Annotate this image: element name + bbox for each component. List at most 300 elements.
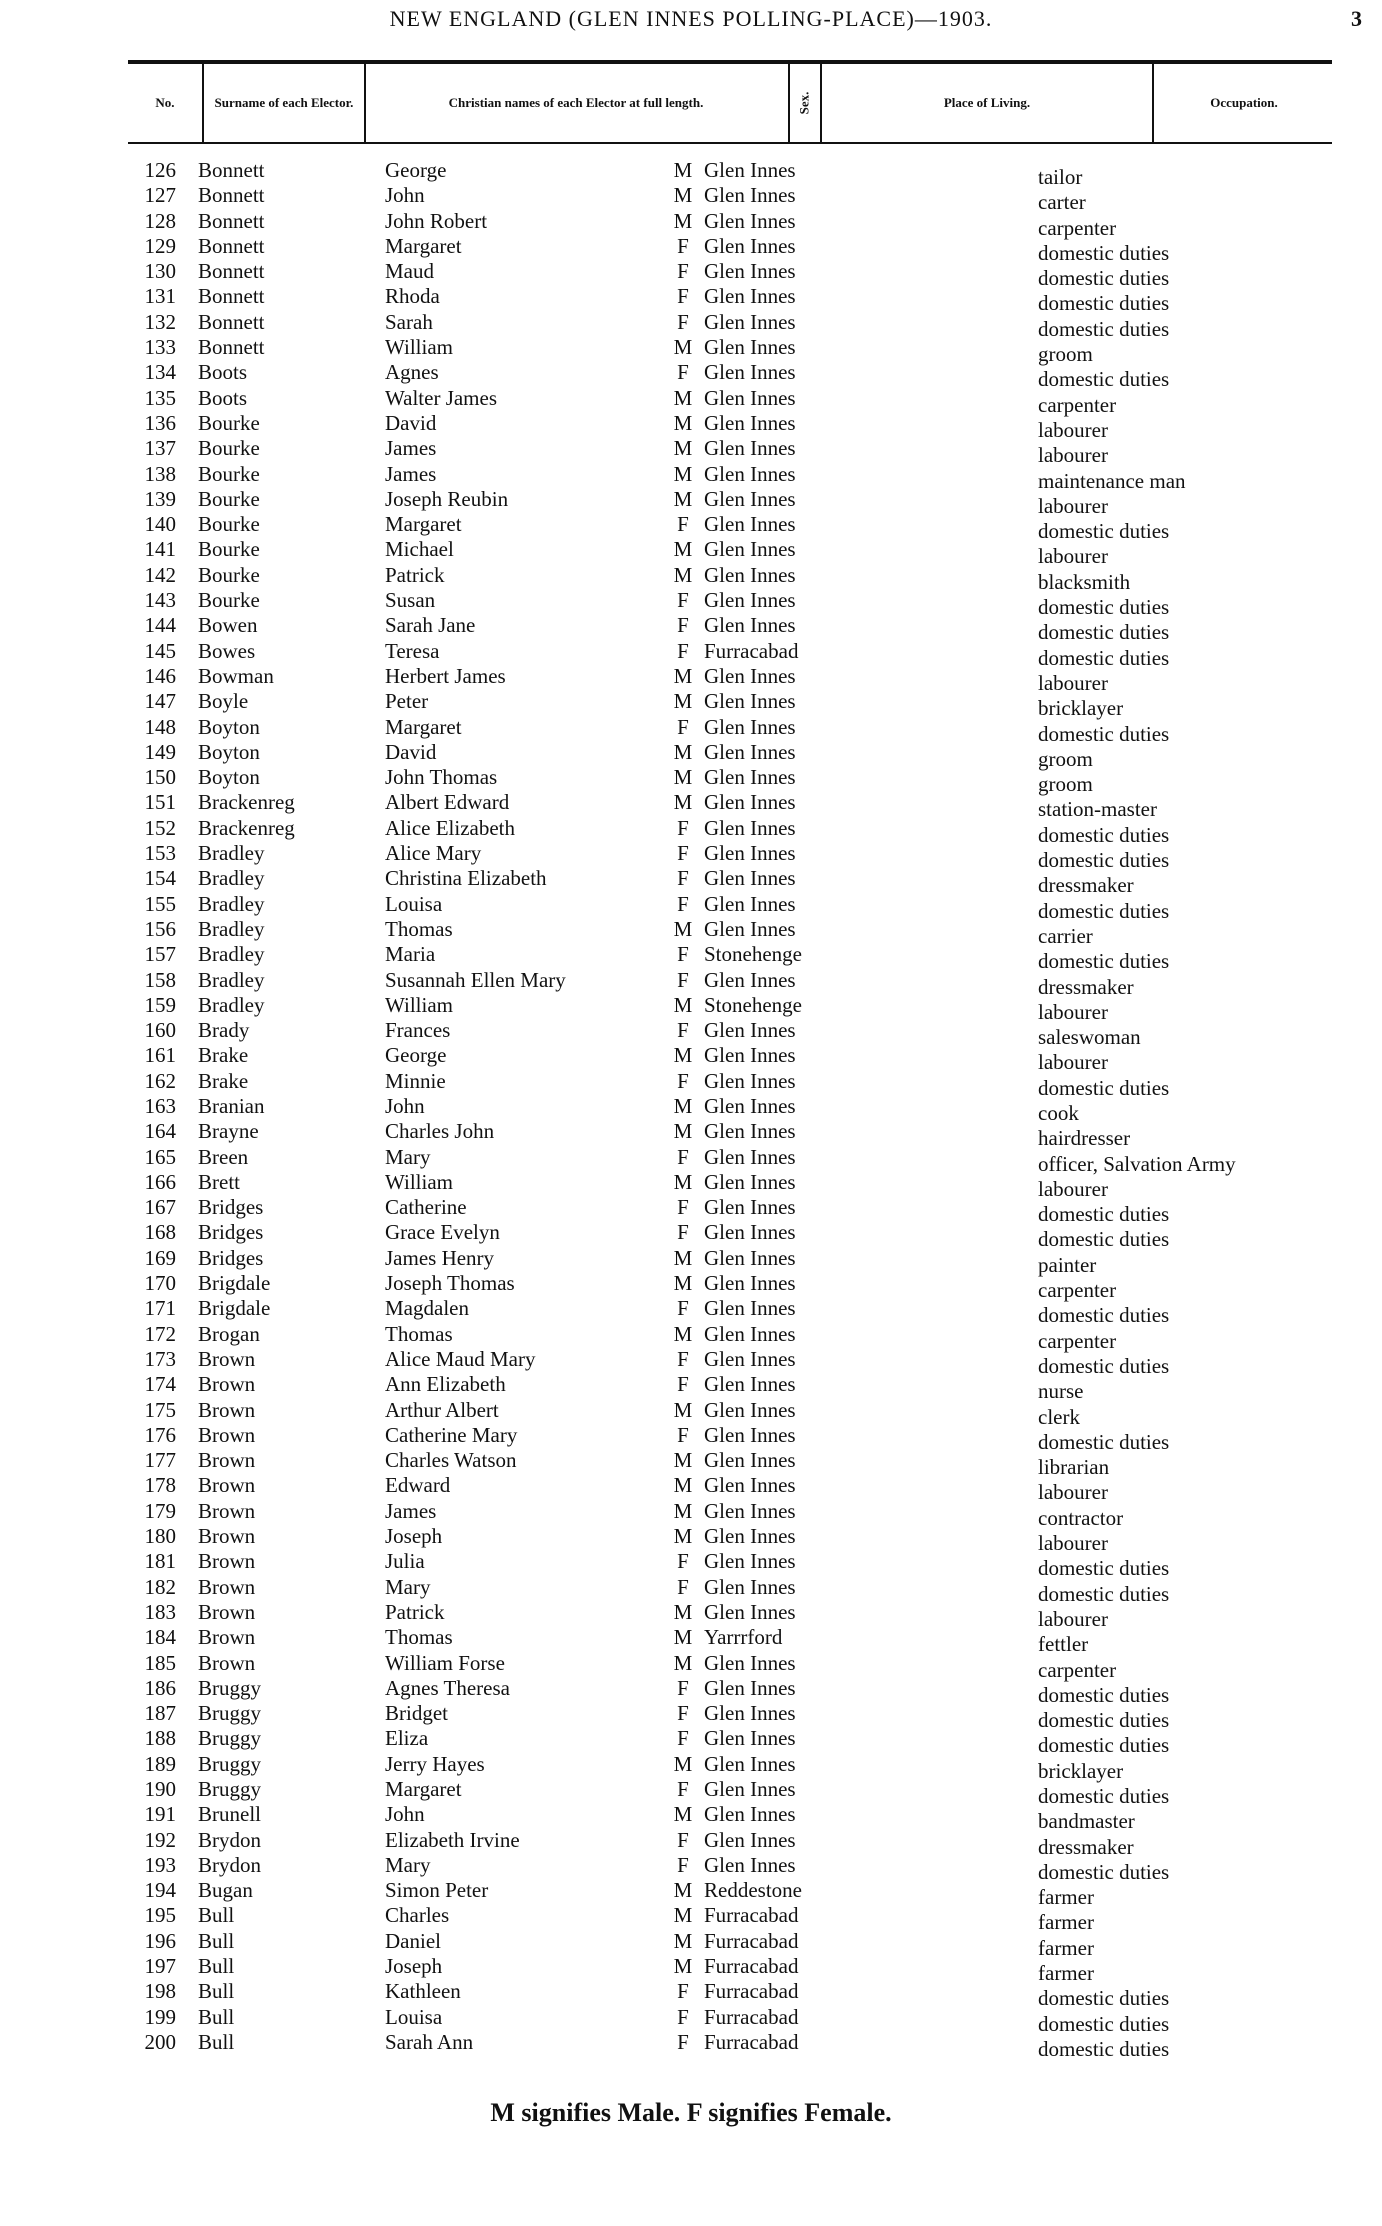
elector-surname: Boots (198, 385, 248, 410)
table-row (0, 1473, 1382, 1505)
elector-place: Stonehenge (704, 942, 802, 967)
elector-sex: F (677, 1549, 689, 1574)
elector-number: 181 (144, 1549, 176, 1574)
elector-place: Reddestone (704, 1878, 802, 1903)
header-sex: Sex. (796, 91, 811, 115)
header-christian-names: Christian names of each Elector at full length. (448, 95, 704, 110)
table-row (0, 537, 1382, 569)
table-row (0, 436, 1382, 468)
elector-place: Glen Innes (704, 1346, 796, 1371)
elector-occupation: bricklayer (1038, 696, 1124, 721)
elector-surname: Bonnett (198, 158, 265, 182)
elector-place: Glen Innes (704, 158, 796, 182)
elector-place: Glen Innes (704, 1372, 796, 1397)
elector-number: 155 (144, 891, 176, 916)
elector-occupation: painter (1038, 1252, 1097, 1277)
elector-place: Glen Innes (704, 1018, 796, 1043)
elector-number: 126 (144, 158, 176, 182)
elector-place: Glen Innes (704, 410, 796, 435)
elector-place: Glen Innes (704, 815, 796, 840)
elector-surname: Branian (198, 1093, 265, 1118)
elector-christian-names: Maud (385, 259, 434, 284)
elector-number: 127 (144, 183, 176, 208)
elector-surname: Bradley (198, 942, 265, 967)
elector-christian-names: Rhoda (385, 284, 440, 309)
elector-place: Furracabad (704, 1954, 799, 1979)
elector-occupation: farmer (1038, 1910, 1094, 1935)
elector-number: 186 (144, 1675, 176, 1700)
elector-surname: Bull (198, 1979, 235, 2004)
elector-christian-names: Albert Edward (385, 790, 510, 815)
elector-place: Glen Innes (704, 335, 796, 360)
elector-christian-names: Susan (385, 588, 436, 613)
elector-place: Glen Innes (704, 284, 796, 309)
elector-surname: Brigdale (198, 1296, 271, 1321)
elector-number: 152 (144, 815, 176, 840)
elector-surname: Boyton (198, 714, 260, 739)
elector-surname: Bridges (198, 1195, 264, 1220)
elector-surname: Bradley (198, 967, 265, 992)
table-row (0, 259, 1382, 291)
elector-place: Glen Innes (704, 1650, 796, 1675)
elector-sex: F (677, 1068, 689, 1093)
elector-occupation: dressmaker (1038, 873, 1134, 898)
elector-sex: F (677, 1777, 689, 1801)
elector-surname: Brake (198, 1068, 249, 1093)
elector-number: 184 (144, 1625, 176, 1650)
table-row (0, 916, 1382, 948)
table-row (0, 891, 1382, 923)
elector-occupation: domestic duties (1038, 595, 1170, 620)
elector-number: 130 (144, 259, 176, 284)
table-row (0, 1448, 1382, 1480)
elector-occupation: domestic duties (1038, 519, 1170, 544)
elector-surname: Brigdale (198, 1271, 271, 1296)
elector-sex: F (677, 1296, 689, 1321)
table-row (0, 1878, 1382, 1910)
elector-christian-names: Charles Watson (385, 1448, 517, 1473)
elector-surname: Bull (198, 1928, 235, 1953)
elector-sex: M (673, 1043, 693, 1068)
table-row (0, 562, 1382, 594)
table-row (0, 360, 1382, 392)
elector-occupation: domestic duties (1038, 1353, 1170, 1378)
elector-occupation: carpenter (1038, 1328, 1117, 1353)
elector-christian-names: Margaret (385, 512, 462, 537)
elector-surname: Bradley (198, 916, 265, 941)
elector-christian-names: David (385, 410, 437, 435)
elector-occupation: domestic duties (1038, 1859, 1170, 1884)
elector-surname: Bull (198, 1903, 235, 1928)
elector-occupation: bricklayer (1038, 1758, 1124, 1783)
table-row (0, 1599, 1382, 1631)
elector-surname: Bourke (198, 562, 260, 587)
elector-sex: M (673, 385, 693, 410)
table-row (0, 1625, 1382, 1657)
table-row (0, 1195, 1382, 1227)
elector-occupation: carter (1038, 190, 1086, 215)
elector-sex: M (673, 663, 693, 688)
elector-occupation: domestic duties (1038, 316, 1170, 341)
elector-christian-names: John Thomas (385, 765, 498, 790)
elector-number: 182 (144, 1574, 176, 1599)
elector-number: 187 (144, 1701, 176, 1726)
header-surname: Surname of each Elector. (214, 95, 354, 110)
elector-occupation: labourer (1038, 493, 1108, 518)
elector-christian-names: Daniel (385, 1928, 441, 1953)
elector-place: Glen Innes (704, 1726, 796, 1751)
elector-occupation: domestic duties (1038, 1682, 1170, 1707)
elector-surname: Bonnett (198, 259, 265, 284)
elector-occupation: labourer (1038, 1531, 1108, 1556)
table-row (0, 815, 1382, 847)
elector-christian-names: Joseph Thomas (385, 1271, 515, 1296)
elector-place: Glen Innes (704, 967, 796, 992)
elector-christian-names: James (385, 436, 437, 461)
elector-christian-names: Peter (385, 689, 429, 714)
elector-occupation: domestic duties (1038, 848, 1170, 873)
elector-occupation: labourer (1038, 670, 1108, 695)
elector-sex: M (673, 1448, 693, 1473)
elector-place: Glen Innes (704, 1827, 796, 1852)
elector-sex: M (673, 1119, 693, 1144)
table-row (0, 841, 1382, 873)
elector-occupation: labourer (1038, 1050, 1108, 1075)
table-row (0, 1827, 1382, 1859)
elector-place: Glen Innes (704, 891, 796, 916)
elector-occupation: officer, Salvation Army (1038, 1151, 1236, 1176)
elector-place: Glen Innes (704, 461, 796, 486)
elector-christian-names: Thomas (385, 1321, 453, 1346)
elector-number: 163 (144, 1093, 176, 1118)
elector-number: 145 (144, 638, 176, 663)
elector-surname: Brogan (198, 1321, 260, 1346)
elector-sex: F (677, 1827, 689, 1852)
elector-christian-names: Jerry Hayes (385, 1751, 485, 1776)
table-row (0, 1346, 1382, 1378)
elector-place: Glen Innes (704, 1321, 796, 1346)
elector-christian-names: James (385, 461, 437, 486)
elector-number: 196 (144, 1928, 176, 1953)
elector-surname: Brydon (198, 1827, 261, 1852)
elector-place: Glen Innes (704, 1245, 796, 1270)
table-row (0, 233, 1382, 265)
elector-surname: Boyle (198, 689, 249, 714)
elector-occupation: groom (1038, 746, 1093, 771)
elector-christian-names: John (385, 1802, 425, 1827)
elector-number: 136 (144, 410, 176, 435)
elector-number: 134 (144, 360, 176, 385)
elector-surname: Breen (198, 1144, 249, 1169)
elector-number: 129 (144, 233, 176, 258)
elector-place: Glen Innes (704, 1852, 796, 1877)
table-row (0, 335, 1382, 367)
elector-occupation: groom (1038, 772, 1093, 797)
elector-occupation: domestic duties (1038, 1556, 1170, 1581)
elector-occupation: domestic duties (1038, 266, 1170, 291)
elector-sex: M (673, 1903, 693, 1928)
elector-christian-names: Bridget (385, 1701, 448, 1726)
table-row (0, 1549, 1382, 1581)
elector-sex: F (677, 309, 689, 334)
table-row (0, 866, 1382, 898)
elector-surname: Bridges (198, 1245, 264, 1270)
elector-number: 151 (144, 790, 176, 815)
elector-number: 171 (144, 1296, 176, 1321)
elector-christian-names: Joseph Reubin (385, 486, 509, 511)
elector-surname: Bull (198, 1954, 235, 1979)
elector-christian-names: Grace Evelyn (385, 1220, 500, 1245)
elector-place: Glen Innes (704, 1169, 796, 1194)
elector-christian-names: Mary (385, 1144, 431, 1169)
table-row (0, 284, 1382, 316)
table-row (0, 2004, 1382, 2036)
elector-sex: M (673, 1397, 693, 1422)
elector-christian-names: William (385, 335, 453, 360)
table-row (0, 1650, 1382, 1682)
elector-sex: F (677, 1018, 689, 1043)
elector-place: Glen Innes (704, 866, 796, 891)
elector-sex: F (677, 967, 689, 992)
elector-surname: Bonnett (198, 309, 265, 334)
elector-place: Furracabad (704, 2004, 799, 2029)
elector-sex: F (677, 1195, 689, 1220)
elector-sex: F (677, 588, 689, 613)
elector-sex: M (673, 1878, 693, 1903)
elector-occupation: domestic duties (1038, 721, 1170, 746)
table-row (0, 1802, 1382, 1834)
elector-number: 158 (144, 967, 176, 992)
elector-number: 191 (144, 1802, 176, 1827)
elector-number: 167 (144, 1195, 176, 1220)
elector-sex: F (677, 1574, 689, 1599)
elector-place: Stonehenge (704, 992, 802, 1017)
elector-occupation: domestic duties (1038, 1581, 1170, 1606)
table-row (0, 461, 1382, 493)
table-row (0, 638, 1382, 670)
elector-surname: Brady (198, 1018, 250, 1043)
elector-place: Furracabad (704, 1928, 799, 1953)
elector-number: 161 (144, 1043, 176, 1068)
table-row (0, 663, 1382, 695)
elector-number: 159 (144, 992, 176, 1017)
elector-surname: Brake (198, 1043, 249, 1068)
elector-christian-names: Minnie (385, 1068, 446, 1093)
elector-christian-names: Christina Elizabeth (385, 866, 547, 891)
elector-place: Glen Innes (704, 1068, 796, 1093)
elector-occupation: domestic duties (1038, 620, 1170, 645)
elector-place: Glen Innes (704, 1397, 796, 1422)
table-row (0, 1701, 1382, 1733)
elector-christian-names: John Robert (385, 208, 488, 233)
elector-sex: F (677, 841, 689, 866)
elector-occupation: domestic duties (1038, 949, 1170, 974)
elector-surname: Bonnett (198, 284, 265, 309)
elector-occupation: farmer (1038, 1961, 1094, 1986)
elector-sex: F (677, 360, 689, 385)
table-row (0, 1296, 1382, 1328)
elector-number: 195 (144, 1903, 176, 1928)
elector-place: Glen Innes (704, 259, 796, 284)
table-row (0, 1498, 1382, 1530)
header-place: Place of Living. (943, 95, 1031, 110)
elector-sex: M (673, 790, 693, 815)
table-row (0, 942, 1382, 974)
elector-occupation: blacksmith (1038, 569, 1131, 594)
elector-place: Glen Innes (704, 1448, 796, 1473)
table-row (0, 689, 1382, 721)
elector-number: 179 (144, 1498, 176, 1523)
elector-christian-names: Frances (385, 1018, 451, 1043)
elector-surname: Bradley (198, 992, 265, 1017)
table-row (0, 1068, 1382, 1100)
elector-christian-names: Louisa (385, 891, 443, 916)
elector-number: 132 (144, 309, 176, 334)
elector-surname: Bourke (198, 486, 260, 511)
elector-occupation: dressmaker (1038, 1834, 1134, 1859)
elector-sex: F (677, 613, 689, 638)
elector-number: 142 (144, 562, 176, 587)
elector-sex: M (673, 461, 693, 486)
elector-number: 146 (144, 663, 176, 688)
elector-surname: Bridges (198, 1220, 264, 1245)
table-row (0, 1245, 1382, 1277)
elector-christian-names: Sarah Jane (385, 613, 476, 638)
elector-christian-names: Thomas (385, 916, 453, 941)
elector-occupation: nurse (1038, 1379, 1084, 1404)
elector-number: 140 (144, 512, 176, 537)
elector-occupation: clerk (1038, 1404, 1080, 1429)
elector-number: 135 (144, 385, 176, 410)
elector-surname: Bradley (198, 891, 265, 916)
table-row (0, 1043, 1382, 1075)
elector-surname: Bowen (198, 613, 258, 638)
elector-number: 197 (144, 1954, 176, 1979)
elector-surname: Bradley (198, 841, 265, 866)
elector-number: 170 (144, 1271, 176, 1296)
table-row (0, 1372, 1382, 1404)
elector-sex: F (677, 1979, 689, 2004)
elector-number: 148 (144, 714, 176, 739)
elector-surname: Brown (198, 1498, 256, 1523)
elector-number: 133 (144, 335, 176, 360)
table-row (0, 1928, 1382, 1960)
elector-place: Glen Innes (704, 385, 796, 410)
elector-sex: M (673, 1093, 693, 1118)
elector-place: Glen Innes (704, 1574, 796, 1599)
elector-surname: Bruggy (198, 1726, 261, 1751)
elector-place: Glen Innes (704, 689, 796, 714)
elector-number: 138 (144, 461, 176, 486)
elector-place: Glen Innes (704, 1473, 796, 1498)
elector-occupation: saleswoman (1038, 1025, 1141, 1050)
elector-place: Glen Innes (704, 1119, 796, 1144)
elector-christian-names: Charles John (385, 1119, 495, 1144)
table-row (0, 790, 1382, 822)
elector-christian-names: Charles (385, 1903, 450, 1928)
elector-christian-names: Herbert James (385, 663, 506, 688)
elector-place: Glen Innes (704, 663, 796, 688)
elector-christian-names: John (385, 183, 425, 208)
elector-place: Glen Innes (704, 512, 796, 537)
elector-surname: Brett (198, 1169, 240, 1194)
elector-occupation: domestic duties (1038, 645, 1170, 670)
elector-sex: M (673, 1498, 693, 1523)
elector-occupation: carpenter (1038, 1657, 1117, 1682)
elector-christian-names: Sarah (385, 309, 433, 334)
table-row (0, 1271, 1382, 1303)
elector-number: 175 (144, 1397, 176, 1422)
elector-occupation: labourer (1038, 544, 1108, 569)
elector-occupation: labourer (1038, 1480, 1108, 1505)
elector-number: 194 (144, 1878, 176, 1903)
elector-place: Glen Innes (704, 436, 796, 461)
elector-christian-names: Alice Elizabeth (385, 815, 516, 840)
elector-occupation: domestic duties (1038, 367, 1170, 392)
elector-christian-names: David (385, 739, 437, 764)
table-row (0, 1397, 1382, 1429)
table-row (0, 588, 1382, 620)
table-row (0, 1954, 1382, 1986)
elector-number: 154 (144, 866, 176, 891)
elector-sex: F (677, 1422, 689, 1447)
elector-sex: F (677, 1701, 689, 1726)
elector-sex: M (673, 1751, 693, 1776)
elector-number: 168 (144, 1220, 176, 1245)
elector-occupation: domestic duties (1038, 240, 1170, 265)
elector-place: Furracabad (704, 1979, 799, 2004)
elector-number: 173 (144, 1346, 176, 1371)
elector-place: Glen Innes (704, 588, 796, 613)
elector-surname: Brown (198, 1549, 256, 1574)
elector-christian-names: Joseph (385, 1524, 443, 1549)
elector-sex: M (673, 1245, 693, 1270)
elector-place: Glen Innes (704, 1777, 796, 1801)
elector-christian-names: Mary (385, 1574, 431, 1599)
elector-occupation: labourer (1038, 443, 1108, 468)
elector-sex: M (673, 436, 693, 461)
elector-sex: F (677, 2029, 689, 2054)
elector-sex: F (677, 1346, 689, 1371)
elector-christian-names: Patrick (385, 1599, 445, 1624)
elector-occupation: labourer (1038, 1176, 1108, 1201)
page-title: NEW ENGLAND (GLEN INNES POLLING-PLACE)—1903. (389, 6, 993, 31)
table-row (0, 613, 1382, 645)
elector-place: Glen Innes (704, 1296, 796, 1321)
elector-sex: F (677, 259, 689, 284)
elector-sex: M (673, 1524, 693, 1549)
elector-occupation: labourer (1038, 999, 1108, 1024)
elector-number: 147 (144, 689, 176, 714)
table-row (0, 1777, 1382, 1808)
elector-place: Furracabad (704, 1903, 799, 1928)
elector-christian-names: Thomas (385, 1625, 453, 1650)
elector-list (0, 158, 1382, 2061)
elector-sex: F (677, 512, 689, 537)
elector-surname: Boots (198, 360, 248, 385)
elector-surname: Boyton (198, 765, 260, 790)
elector-place: Glen Innes (704, 1093, 796, 1118)
elector-number: 185 (144, 1650, 176, 1675)
table-row (0, 2029, 1382, 2061)
elector-occupation: domestic duties (1038, 1075, 1170, 1100)
table-row (0, 1169, 1382, 1201)
elector-surname: Bull (198, 2029, 235, 2054)
elector-surname: Brackenreg (198, 815, 295, 840)
elector-occupation: domestic duties (1038, 1429, 1170, 1454)
elector-sex: M (673, 1625, 693, 1650)
elector-sex: M (673, 992, 693, 1017)
